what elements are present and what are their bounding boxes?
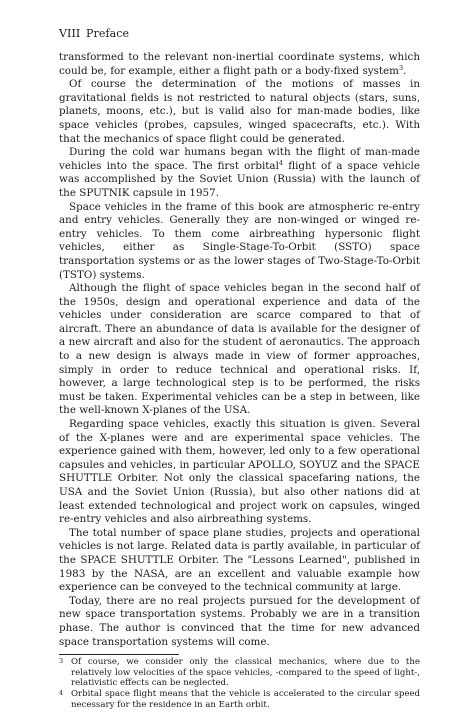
paragraph: [59, 146, 420, 200]
paragraph-text: During the cold war humans began with the flight of man-made vehicles into the space. The first orbital: [59, 146, 420, 172]
footnote-reference: 4: [278, 158, 284, 167]
paragraph: [59, 595, 420, 649]
paragraph: [59, 51, 420, 78]
paragraph: [59, 282, 420, 418]
page-number: VIII: [59, 27, 81, 40]
paragraph-text: Although the flight of space vehicles began in the second half of the 1950s, design and operational experience and data of the vehicles under consideration are scarce compared to that of aircraft. There an abundance of data is available for the designer of a new aircraft and also for the student of aeronautics. The approach to a new design is always made in view of former approaches, simply in order to reduce technical and operational risks. If, however, a large technological step is to be performed, the risks must be taken. Experimental vehicles can be a step in between, like the well-known X-planes of the USA.: [59, 282, 420, 417]
paragraph: [59, 201, 420, 283]
paragraph-text: Regarding space vehicles, exactly this situation is given. Several of the X-planes were and are experimental space vehicles. The experience gained with them, however, led only to a few operational capsules and vehicles, in particular APOLLO, SOYUZ and the SPACE SHUTTLE Orbiter. Not only the classical spacefaring nations, the USA and the Soviet Union (Russia), but also other nations did at least extended technological and project work on capsules, winged re-entry vehicles and also airbreathing systems.: [59, 418, 420, 526]
paragraph-text: Of course the determination of the motions of masses in gravitational fields is not restricted to natural objects (stars, suns, planets, moons, etc.), but is valid also for man-made bodies, like space vehicles (probes, capsules, winged spacecrafts, etc.). With that the mechanics of space flight could be generated.: [59, 78, 420, 145]
paragraph-text: transformed to the relevant non-inertial coordinate systems, which could be, for example, either a flight path or a body-fixed system: [59, 51, 420, 77]
footnote-list: [59, 657, 420, 710]
footnote: [59, 657, 420, 689]
paragraph: [59, 418, 420, 527]
paragraph: [59, 78, 420, 146]
footnote: [59, 689, 420, 710]
footnote-reference: 3: [399, 63, 404, 72]
running-head: [59, 27, 420, 41]
book-page: [59, 27, 420, 710]
footnote-mark: 3: [59, 657, 64, 666]
body-text: [59, 51, 420, 649]
footnote-mark: 4: [59, 688, 64, 697]
paragraph-text: The total number of space plane studies, projects and operational vehicles is not large. Related data is partly available, in particular of the SPACE SHUTTLE Orbiter. The "Lessons Learned", published in 1983 by the NASA, are an excellent and valuable example how experience can be conveyed to the technical community at large.: [59, 526, 420, 594]
footnote-text: Of course, we consider only the classical mechanics, where due to the relatively low velocities of the space vehicles, -compared to the speed of light-, relativistic effects can be neglected.: [71, 657, 420, 689]
paragraph-text: Space vehicles in the frame of this book are atmospheric re-entry and entry vehicles. Generally they are non-winged or winged re-entry vehicles. To them come airbreathing hypersonic flight vehicles, either as Single-Stage-To-Orbit (SSTO) space transportation systems or as the lower stages of Two-Stage-To-Orbit (TSTO) systems.: [59, 200, 420, 281]
paragraph-text: flight of a space vehicle was accomplished by the Soviet Union (Russia) with the launch of the SPUTNIK capsule in 1957.: [59, 159, 420, 199]
paragraph-text: Today, there are no real projects pursued for the development of new space transportation systems. Probably we are in a transition phase. The author is convinced that the time for new advanced space transportation systems will come.: [59, 594, 420, 648]
footnotes-section: [59, 654, 420, 710]
footnote-text: Orbital space flight means that the vehicle is accelerated to the circular speed necessary for the residence in an Earth orbit.: [71, 688, 420, 710]
paragraph-text: .: [403, 64, 407, 77]
section-title: Preface: [86, 27, 130, 40]
paragraph: [59, 527, 420, 595]
